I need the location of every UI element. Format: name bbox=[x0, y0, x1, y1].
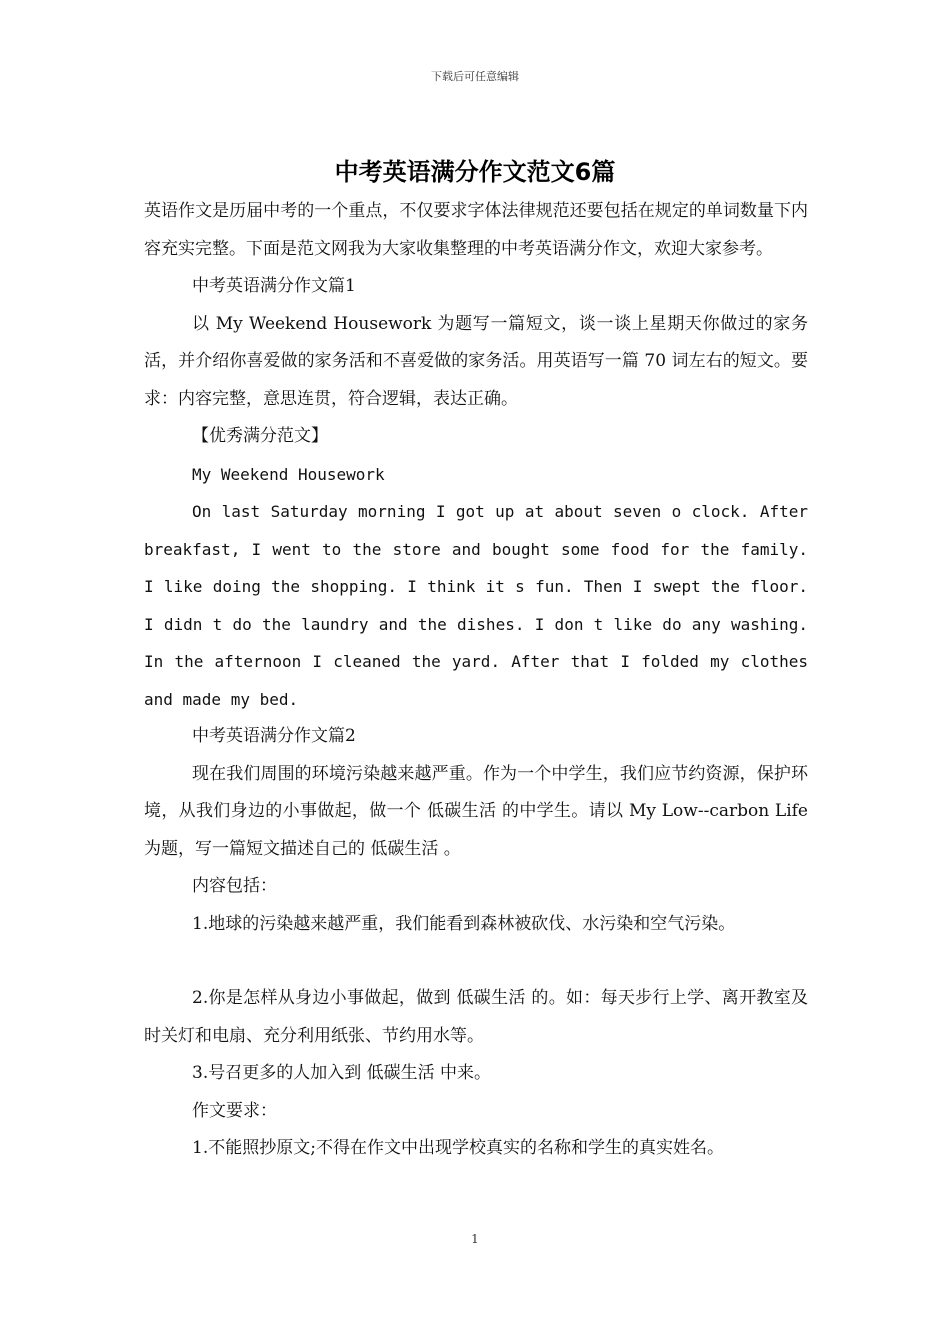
section2-prompt: 现在我们周围的环境污染越来越严重。作为一个中学生，我们应节约资源，保护环境，从我们身边的小事做起，做一个 低碳生活 的中学生。请以 My Low--carbon Life 为题，写一篇短文描述自己的 低碳生活 。 bbox=[144, 763, 808, 859]
essay-body: On last Saturday morning I got up at about seven o clock. After breakfast, I went to the store and bought some food for the family. I like doing the shopping. I think it s fun. Then I swept the floor. I didn t do the laundry and the dishes. I don t like do any washing. In the afternoon I cleaned the yard. After that I folded my clothes and made my bed. bbox=[144, 502, 808, 709]
content-label: 内容包括： bbox=[192, 876, 277, 896]
page-number: 1 bbox=[471, 1232, 479, 1246]
sample-label: 【优秀满分范文】 bbox=[192, 426, 328, 446]
intro-paragraph: 英语作文是历届中考的一个重点，不仅要求字体法律规范还要包括在规定的单词数量下内容充实完整。下面是范文网我为大家收集整理的中考英语满分作文，欢迎大家参考。 bbox=[144, 201, 808, 259]
section1-prompt: 以 My Weekend Housework 为题写一篇短文，谈一谈上星期天你做过的家务活，并介绍你喜爱做的家务活和不喜爱做的家务活。用英语写一篇 70 词左右的短文。要求：内容完整，意思连贯，符合逻辑，表达正确。 bbox=[144, 313, 808, 409]
document-title: 中考英语满分作文范文6篇 bbox=[334, 158, 616, 186]
content-point-2: 2.你是怎样从身边小事做起，做到 低碳生活 的。如：每天步行上学、离开教室及时关灯和电扇、充分利用纸张、节约用水等。 bbox=[144, 988, 808, 1046]
requirement-1: 1.不能照抄原文;不得在作文中出现学校真实的名称和学生的真实姓名。 bbox=[192, 1138, 724, 1158]
header-note: 下载后可任意编辑 bbox=[431, 70, 519, 83]
section2-heading: 中考英语满分作文篇2 bbox=[192, 726, 356, 746]
content-point-3: 3.号召更多的人加入到 低碳生活 中来。 bbox=[192, 1063, 492, 1083]
requirements-label: 作文要求： bbox=[192, 1100, 277, 1121]
content-point-1: 1.地球的污染越来越严重，我们能看到森林被砍伐、水污染和空气污染。 bbox=[192, 913, 736, 934]
spacer bbox=[144, 943, 808, 980]
essay-title: My Weekend Housework bbox=[192, 464, 385, 484]
document-body bbox=[144, 193, 808, 1168]
section1-heading: 中考英语满分作文篇1 bbox=[192, 276, 356, 296]
